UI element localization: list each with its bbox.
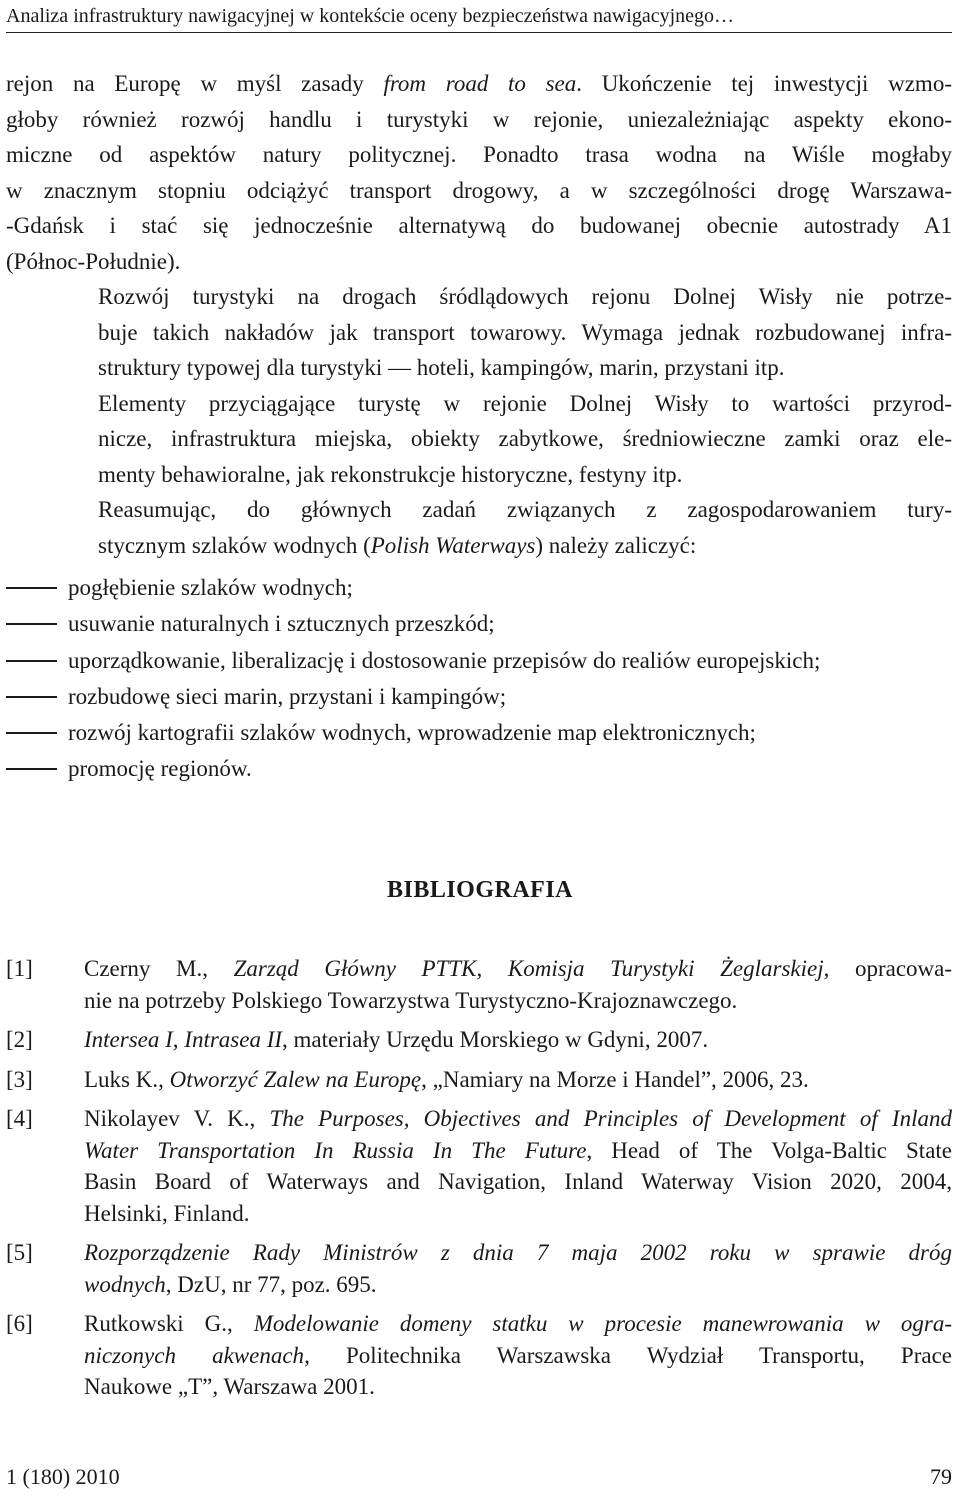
bullet-item [6, 570, 952, 606]
text-run: Rozwój turystyki na drogach śródlądowych rejonu Dolnej Wisły nie potrze- [98, 284, 952, 309]
reference-number: [2] [6, 1027, 33, 1052]
reference-entry [6, 1064, 952, 1096]
text-run: stycznym szlaków wodnych ( [98, 532, 371, 558]
italic-text: Modelowanie domeny statku w procesie manewrowania w ogra- [253, 1311, 952, 1336]
reference-number: [3] [6, 1066, 33, 1092]
reference-text [84, 1103, 952, 1229]
text-run: Nikolayev V. K., [84, 1106, 270, 1131]
paragraphs [6, 66, 952, 563]
text-line [84, 1198, 952, 1230]
text-line [84, 1269, 952, 1301]
text-run: Czerny M., [84, 956, 234, 981]
em-dash-icon [6, 623, 57, 625]
bullet-list [6, 570, 952, 788]
em-dash-icon [6, 587, 57, 589]
text-line [84, 1064, 952, 1096]
bullet-text: pogłębienie szlaków wodnych; [68, 575, 353, 600]
text-run: Naukowe „T”, Warszawa 2001. [84, 1374, 375, 1399]
text-run: . Ukończenie tej inwestycji wzmo- [576, 71, 952, 96]
italic-text: The Purposes, Objectives and Principles of Development of Inland [269, 1106, 952, 1131]
bullet-text: rozwój kartografii szlaków wodnych, wprowadzenie map elektronicznych; [68, 720, 756, 746]
reference-number: [6] [6, 1311, 33, 1336]
text-line [6, 173, 952, 209]
italic-text: Intersea I [84, 1027, 173, 1052]
bullet-text: uporządkowanie, liberalizację i dostosowanie przepisów do realiów europejskich; [68, 647, 821, 673]
text-line [84, 1237, 952, 1269]
running-head: Analiza infrastruktury nawigacyjnej w kontekście oceny bezpieczeństwa nawigacyjnego… [6, 2, 952, 33]
reference-number: [5] [6, 1240, 33, 1265]
reference-text [84, 953, 952, 1016]
paragraph [6, 492, 952, 563]
bullet-text: rozbudowę sieci marin, przystani i kampingów; [68, 683, 507, 709]
text-run: -Gdańsk i stać się jednocześnie alternatywą do budowanej obecnie autostrady A1 [6, 213, 952, 238]
bullet-text: usuwanie naturalnych i sztucznych przeszkód; [68, 611, 495, 637]
text-run: , opracowa- [823, 956, 953, 981]
text-run: , DzU, nr 77, poz. 695. [165, 1271, 377, 1297]
text-line [6, 315, 952, 351]
text-line [6, 137, 952, 173]
text-line [84, 1024, 952, 1056]
text-run: , Head of The Volga-Baltic State [586, 1137, 952, 1163]
text-run: buje takich nakładów jak transport towarowy. Wymaga jednak rozbudowanej infra- [98, 319, 952, 345]
body-text [6, 66, 952, 788]
text-run: Rutkowski G., [84, 1311, 254, 1336]
italic-text: from road to sea [383, 71, 577, 96]
reference-list [6, 953, 952, 1411]
text-run: (Północ-Południe). [6, 248, 181, 274]
text-run: , [172, 1027, 185, 1052]
text-run: głoby również rozwój handlu i turystyki w rejonie, uniezależniając aspekty ekono- [6, 106, 952, 132]
bullet-item [6, 643, 952, 679]
italic-text: Zarząd Główny PTTK, Komisja Turystyki Żeglarskiej [233, 956, 824, 981]
text-run: nicze, infrastruktura miejska, obiekty zabytkowe, średniowieczne zamki oraz ele- [98, 426, 952, 451]
italic-text: wodnych [84, 1271, 166, 1297]
em-dash-icon [6, 696, 57, 698]
text-run: ) należy zaliczyć: [535, 532, 697, 558]
reference-text [84, 1237, 952, 1300]
text-line [84, 1103, 952, 1135]
text-run: Helsinki, Finland. [84, 1200, 250, 1226]
text-run: struktury typowej dla turystyki — hoteli, kampingów, marin, przystani itp. [98, 355, 785, 380]
bibliography-heading: BIBLIOGRAFIA [386, 877, 574, 903]
paragraph [6, 386, 952, 493]
reference-text [84, 1064, 952, 1096]
text-line [84, 985, 952, 1017]
text-run: , materiały Urzędu Morskiego w Gdyni, 2007. [282, 1027, 709, 1052]
text-line [84, 953, 952, 985]
text-line [84, 1340, 952, 1372]
text-line [84, 1371, 952, 1403]
italic-text: Otworzyć Zalew na Europę [169, 1066, 422, 1092]
text-line [6, 457, 952, 493]
text-run: , „Namiary na Morze i Handel”, 2006, 23. [421, 1066, 809, 1092]
italic-text: niczonych akwenach [84, 1342, 305, 1368]
paragraph [6, 66, 952, 279]
text-line [84, 1135, 952, 1167]
text-run: menty behawioralne, jak rekonstrukcje historyczne, festyny itp. [98, 461, 683, 487]
text-line [6, 492, 952, 528]
text-line [6, 421, 952, 457]
text-line [6, 102, 952, 138]
text-run: Reasumując, do głównych zadań związanych z zagospodarowaniem tury- [98, 497, 952, 522]
italic-text: Intrasea II [184, 1027, 283, 1052]
italic-text: Rozporządzenie Rady Ministrów z dnia 7 maja 2002 roku w sprawie dróg [84, 1240, 952, 1265]
em-dash-icon [6, 732, 57, 734]
text-line [6, 208, 952, 244]
em-dash-icon [6, 768, 57, 770]
text-run: Elementy przyciągające turystę w rejonie Dolnej Wisły to wartości przyrod- [98, 390, 952, 416]
issue-number: 1 (180) 2010 [6, 1464, 120, 1489]
text-line [6, 244, 952, 280]
em-dash-icon [6, 660, 57, 662]
text-line [84, 1166, 952, 1198]
text-line [84, 1308, 952, 1340]
bullet-item [6, 606, 952, 642]
reference-entry [6, 1308, 952, 1403]
text-run: miczne od aspektów natury politycznej. Ponadto trasa wodna na Wiśle mogłaby [6, 142, 952, 167]
bullet-text: promocję regionów. [68, 756, 252, 782]
reference-number: [1] [6, 956, 33, 981]
reference-entry [6, 1237, 952, 1300]
bullet-item [6, 751, 952, 787]
reference-text [84, 1308, 952, 1403]
italic-text: Water Transportation In Russia In The Future [84, 1137, 587, 1163]
bullet-item [6, 715, 952, 751]
page-number: 79 [930, 1464, 952, 1489]
reference-number: [4] [6, 1106, 33, 1131]
text-run: nie na potrzeby Polskiego Towarzystwa Turystyczno-Krajoznawczego. [84, 987, 738, 1013]
text-run: Luks K., [84, 1066, 170, 1092]
text-run: Basin Board of Waterways and Navigation, Inland Waterway Vision 2020, 2004, [84, 1169, 952, 1194]
reference-entry [6, 953, 952, 1016]
reference-text [84, 1024, 952, 1056]
text-line [6, 386, 952, 422]
text-line [6, 279, 952, 315]
text-line [6, 66, 952, 102]
text-line [6, 528, 952, 564]
text-run: w znacznym stopniu odciążyć transport drogowy, a w szczególności drogę Warszawa- [6, 177, 952, 203]
reference-entry [6, 1103, 952, 1229]
paragraph [6, 279, 952, 386]
italic-text: Polish Waterways [370, 532, 536, 558]
text-run: , Politechnika Warszawska Wydział Transportu, Prace [304, 1342, 952, 1368]
text-run: rejon na Europę w myśl zasady [6, 71, 384, 96]
text-line [6, 350, 952, 386]
bullet-item [6, 679, 952, 715]
reference-entry [6, 1024, 952, 1056]
